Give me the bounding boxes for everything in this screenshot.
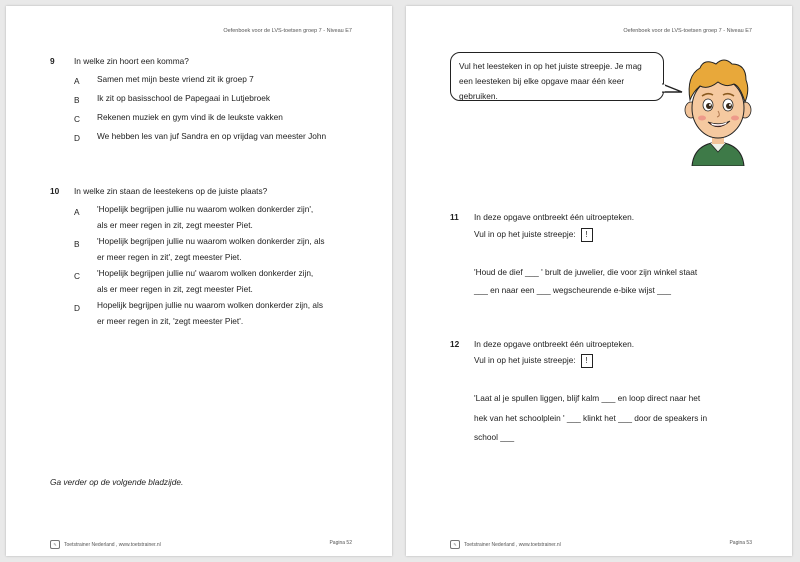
question-11-sentence-line: ___ en naar een ___ wegscheurende e-bike wijst ___	[474, 285, 671, 295]
option-line: 'Hopelijk begrijpen jullie nu waarom wolken donkerder zijn',	[97, 204, 314, 214]
question-12-sentence-line: hek van het schoolplein ' ___ klinkt het ___ door de speakers in	[474, 413, 708, 423]
option-text	[97, 266, 367, 297]
option-line: er meer regen in zit', zegt meester Piet.	[97, 251, 242, 262]
question-12-instruction: Vul in op het juiste streepje:	[474, 355, 576, 366]
option-letter: D	[74, 303, 80, 313]
option-line: 'Hopelijk begrijpen jullie nu waarom wolken donkerder zijn, als	[97, 236, 325, 246]
option-letter: B	[74, 239, 80, 249]
option-text	[97, 202, 367, 233]
option-line: er meer regen in zit, 'zegt meester Piet'.	[97, 315, 244, 326]
question-9-text: In welke zin hoort een komma?	[74, 56, 189, 66]
page-number: Pagina 52	[329, 540, 352, 546]
option-line: als er meer regen in zit, zegt meester Piet.	[97, 219, 253, 230]
option-letter: A	[74, 207, 80, 217]
right-page	[406, 6, 792, 556]
question-12-sentence-line: 'Laat al je spullen liggen, blijf kalm ___ en loop direct naar het	[474, 393, 701, 403]
question-12-number: 12	[450, 339, 460, 349]
option-letter: C	[74, 114, 80, 124]
option-line: Hopelijk begrijpen jullie nu waarom wolken donkerder zijn, als	[97, 300, 323, 310]
option-text: Samen met mijn beste vriend zit ik groep 7	[97, 74, 254, 84]
question-11-intro: In deze opgave ontbreekt één uitroepteken.	[474, 212, 635, 222]
page-header: Oefenboek voor de LVS-toetsen groep 7 - Niveau E7	[223, 28, 352, 34]
option-letter: A	[74, 76, 80, 86]
option-line: 'Hopelijk begrijpen jullie nu' waarom wolken donkerder zijn,	[97, 268, 314, 278]
question-11-instruction-row	[474, 228, 774, 242]
option-text: Rekenen muziek en gym vind ik de leukste vakken	[97, 112, 283, 122]
cartoon-boy-icon	[678, 56, 758, 166]
bubble-line: gebruiken.	[459, 90, 498, 101]
question-12-intro: In deze opgave ontbreekt één uitroepteken.	[474, 339, 635, 349]
question-9-number: 9	[50, 56, 55, 66]
continue-note: Ga verder op de volgende bladzijde.	[50, 477, 184, 487]
option-letter: C	[74, 271, 80, 281]
exclamation-mark-box: !	[581, 228, 593, 242]
option-letter: D	[74, 133, 80, 143]
option-text	[97, 298, 367, 329]
question-12-instruction-row	[474, 354, 774, 368]
question-12-sentence-line: school ___	[474, 432, 515, 442]
left-page	[6, 6, 392, 556]
option-text	[97, 234, 367, 265]
speech-bubble	[450, 52, 664, 101]
question-11-instruction: Vul in op het juiste streepje:	[474, 229, 576, 240]
option-text: Ik zit op basisschool de Papegaai in Lutjebroek	[97, 93, 270, 103]
footer-brand: Toetstrainer Nederland , www.toetstrainer.nl	[64, 541, 161, 548]
brand-logo-icon: ✎	[450, 540, 460, 549]
option-line: als er meer regen in zit, zegt meester Piet.	[97, 283, 253, 294]
bubble-line: een leesteken bij elke opgave maar één keer	[459, 75, 625, 86]
question-10-number: 10	[50, 186, 60, 196]
brand-logo-icon: ✎	[50, 540, 60, 549]
page-header: Oefenboek voor de LVS-toetsen groep 7 - Niveau E7	[623, 28, 752, 34]
option-letter: B	[74, 95, 80, 105]
bubble-line: Vul het leesteken in op het juiste streepje. Je mag	[459, 61, 642, 71]
page-number: Pagina 53	[729, 540, 752, 546]
question-11-sentence-line: 'Houd de dief ___ ' brult de juwelier, die voor zijn winkel staat	[474, 267, 698, 277]
question-10-text: In welke zin staan de leestekens op de juiste plaats?	[74, 186, 268, 196]
exclamation-mark-box: !	[581, 354, 593, 368]
option-text: We hebben les van juf Sandra en op vrijdag van meester John	[97, 131, 327, 141]
question-11-number: 11	[450, 212, 459, 222]
footer-brand: Toetstrainer Nederland , www.toetstrainer.nl	[464, 541, 561, 548]
